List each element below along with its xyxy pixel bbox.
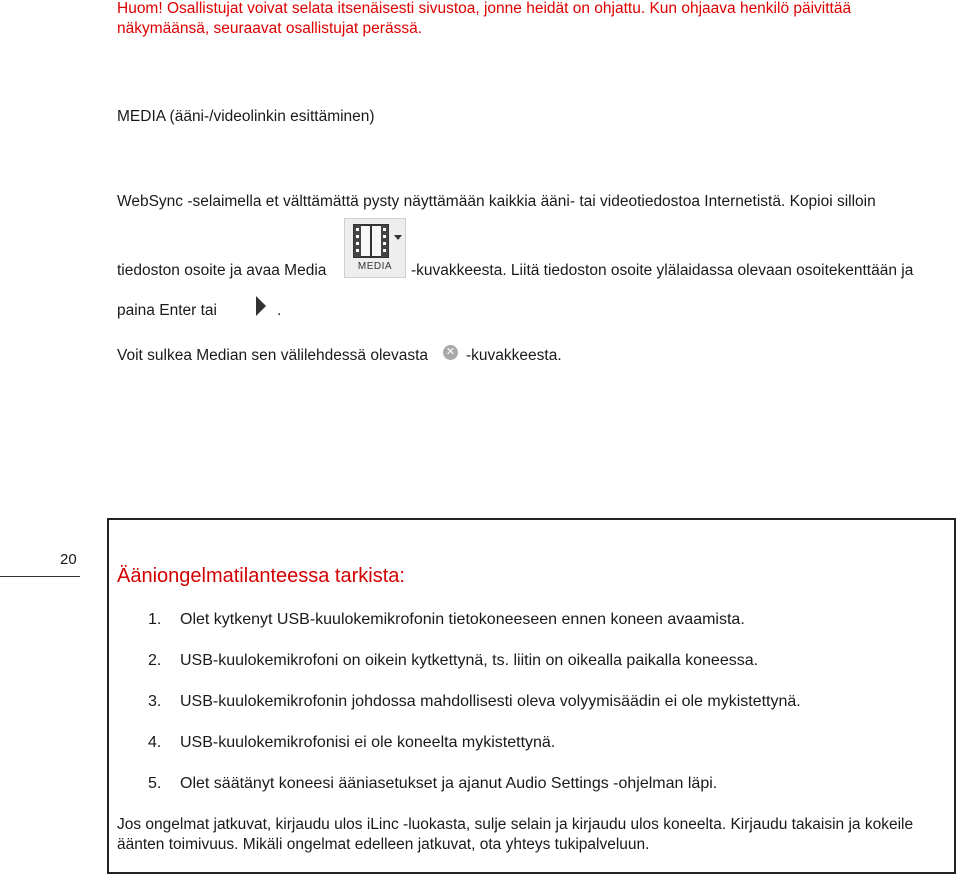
footer-line-2: äänten toimivuus. Mikäli ongelmat edelleen jatkuvat, ota yhteys tukipalveluun. [117,836,650,853]
list-item: Olet kytkenyt USB-kuulokemikrofonin tietokoneeseen ennen koneen avaamista. [180,611,745,628]
list-item: USB-kuulokemikrofonin johdossa mahdollisesti oleva volyymisäädin ei ole mykistettynä. [180,693,801,710]
warning-line-1: Huom! Osallistujat voivat selata itsenäisesti sivustoa, jonne heidät on ohjattu. Kun ohjaava henkilö päivittää [117,0,852,17]
close-icon[interactable]: ✕ [443,345,458,360]
media-paragraph-line-4b: -kuvakkeesta. [466,347,562,364]
list-item: USB-kuulokemikrofonisi ei ole koneelta mykistettynä. [180,734,556,751]
media-toolbar-button[interactable] [344,218,406,278]
box-heading: Ääniongelmatilanteessa tarkista: [117,565,405,587]
media-paragraph-line-3a: paina Enter tai [117,302,217,319]
media-paragraph-line-2b: -kuvakkeesta. Liitä tiedoston osoite ylälaidassa olevaan osoitekenttään ja [411,262,914,279]
page-number-divider [0,576,80,577]
film-icon [353,224,389,258]
media-paragraph-line-2a: tiedoston osoite ja avaa Media [117,262,327,279]
media-section-heading: MEDIA (ääni-/videolinkin esittäminen) [117,108,375,125]
list-item: Olet säätänyt koneesi ääniasetukset ja ajanut Audio Settings -ohjelman läpi. [180,775,718,792]
list-item-number: 3. [148,693,162,710]
list-item: USB-kuulokemikrofoni on oikein kytkettynä, ts. liitin on oikealla paikalla koneessa. [180,652,759,669]
page-number: 20 [60,551,77,568]
list-item-number: 1. [148,611,162,628]
media-paragraph-line-3b: . [277,302,282,319]
media-paragraph-line-1: WebSync -selaimella et välttämättä pysty näyttämään kaikkia ääni- tai videotiedostoa Internetistä. Kopioi silloin [117,193,876,210]
footer-line-1: Jos ongelmat jatkuvat, kirjaudu ulos iLinc -luokasta, sulje selain ja kirjaudu ulos koneelta. Kirjaudu takaisin ja kokeile [117,816,914,833]
media-button-label: MEDIA [357,261,393,272]
list-item-number: 4. [148,734,162,751]
play-arrow-icon[interactable] [256,296,266,316]
list-item-number: 5. [148,775,162,792]
media-paragraph-line-4a: Voit sulkea Median sen välilehdessä olevasta [117,347,429,364]
list-item-number: 2. [148,652,162,669]
warning-line-2: näkymäänsä, seuraavat osallistujat perässä. [117,20,422,37]
dropdown-arrow-icon[interactable] [394,235,402,240]
